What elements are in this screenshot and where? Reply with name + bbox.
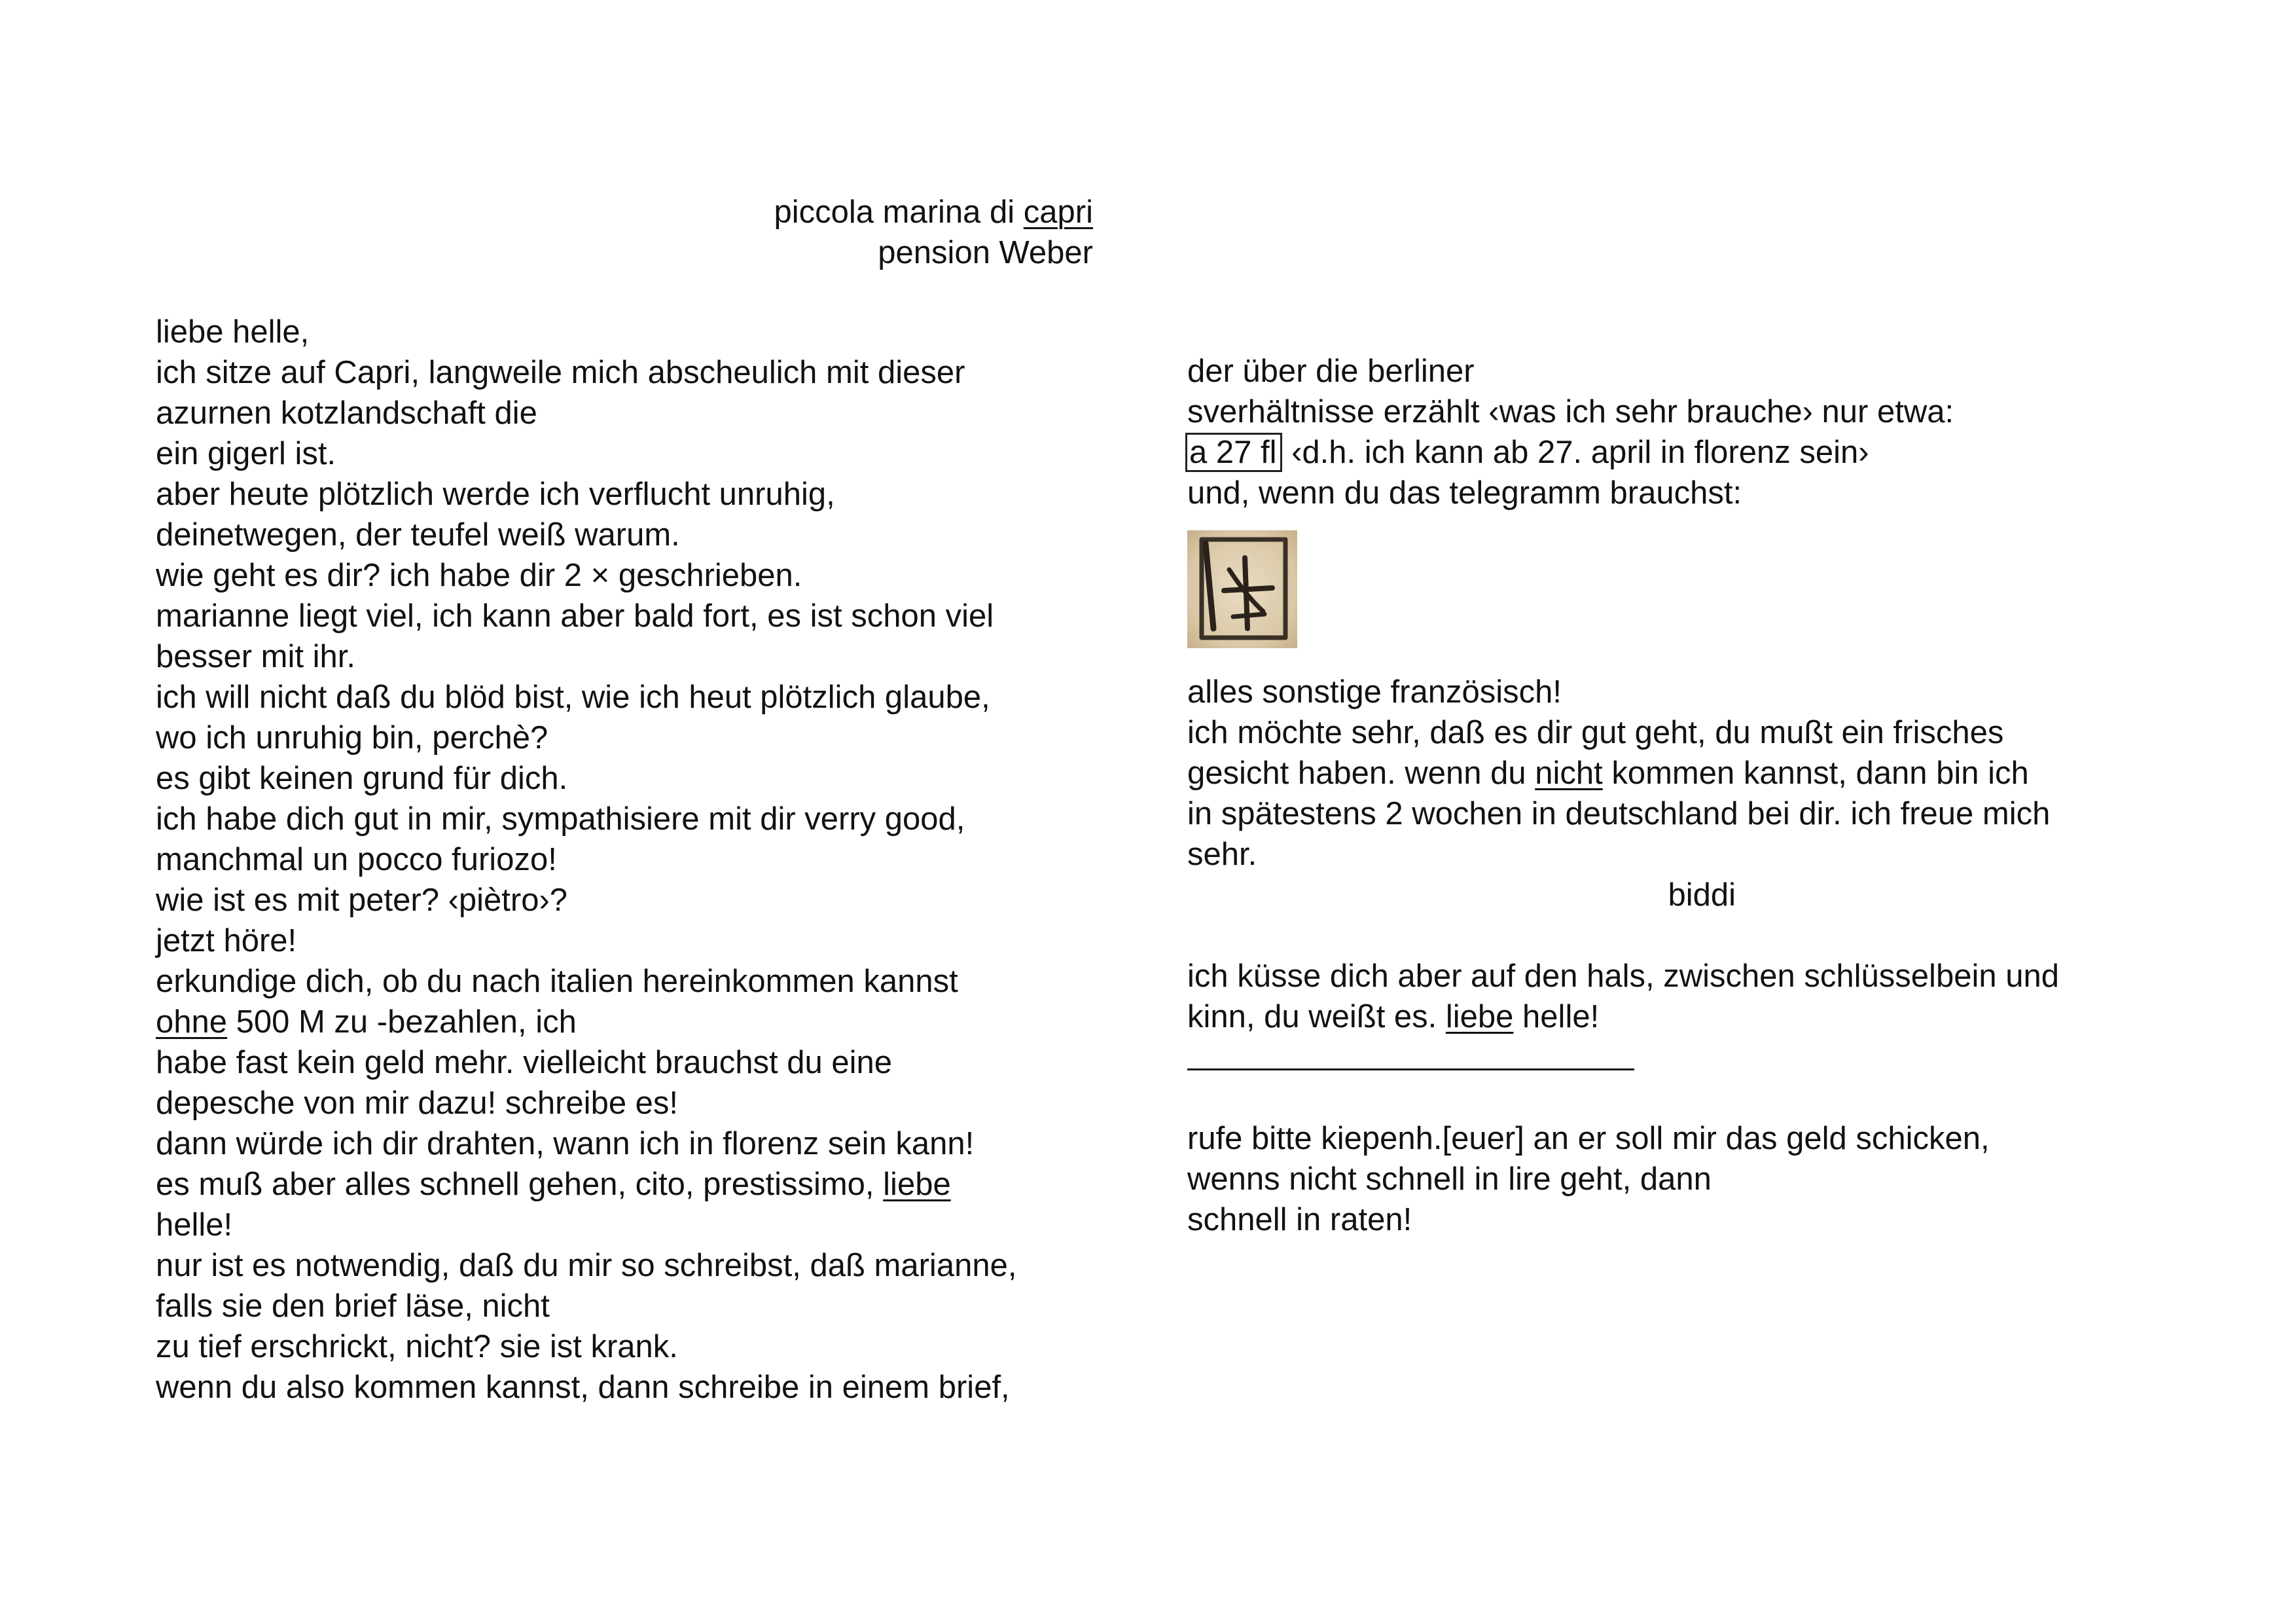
separator-rule	[1187, 1037, 2143, 1078]
glyph-image	[1187, 530, 1297, 648]
postscript-line-liebe: kinn, du weißt es. liebe helle!	[1187, 999, 1600, 1034]
text-line: falls sie den brief läse, nicht	[156, 1288, 550, 1324]
text-line: ich möchte sehr, daß es dir gut geht, du mußt ein frisches	[1187, 715, 2004, 750]
text-line: es gibt keinen grund für dich.	[156, 761, 568, 796]
signature: biddi	[1668, 877, 1736, 913]
text-line: dann würde ich dir drahten, wann ich in florenz sein kann!	[156, 1126, 975, 1161]
text-line: ich sitze auf Capri, langweile mich abscheulich mit dieser	[156, 355, 965, 390]
underlined-word: nicht	[1535, 756, 1603, 791]
postscript-line: schnell in raten!	[1187, 1202, 1412, 1237]
letter-header	[151, 192, 1093, 273]
underlined-word: ohne	[156, 1004, 228, 1040]
text-line: nur ist es notwendig, daß du mir so schreibst, daß marianne,	[156, 1248, 1017, 1283]
underlined-word: liebe	[1445, 999, 1514, 1034]
text-line: erkundige dich, ob du nach italien hereinkommen kannst	[156, 964, 958, 999]
header-pension-line: pension Weber	[878, 235, 1093, 270]
text-line: sehr.	[1187, 837, 1257, 872]
text-line: wenn du also kommen kannst, dann schreibe in einem brief,	[156, 1370, 1010, 1405]
text-line: azurnen kotzlandschaft die	[156, 395, 537, 431]
right-column	[1187, 351, 2143, 1240]
text-line: sverhältnisse erzählt ‹was ich sehr brauche› nur etwa:	[1187, 394, 1954, 429]
text-line: alles sonstige französisch!	[1187, 674, 1562, 710]
postscript-line: rufe bitte kiepenh.[euer] an er soll mir das geld schicken,	[1187, 1121, 1990, 1156]
text-line: wo ich unruhig bin, perchè?	[156, 720, 548, 756]
text-line: depesche von mir dazu! schreibe es!	[156, 1085, 679, 1121]
telegram-code-line: a 27 fl ‹d.h. ich kann ab 27. april in florenz sein›	[1187, 432, 2143, 473]
text-line: aber heute plötzlich werde ich verflucht unruhig,	[156, 477, 835, 512]
underlined-word: liebe	[883, 1167, 951, 1202]
boxed-telegram-code: a 27 fl	[1185, 433, 1282, 472]
text-line: zu tief erschrickt, nicht? sie ist krank.	[156, 1329, 678, 1364]
text-line: manchmal un pocco furiozo!	[156, 842, 557, 877]
left-column	[156, 312, 1105, 1408]
postscript-line: wenns nicht schnell in lire geht, dann	[1187, 1161, 1712, 1197]
handwritten-glyph-stamp-icon	[1187, 530, 1297, 648]
text-line: marianne liegt viel, ich kann aber bald fort, es ist schon viel	[156, 598, 994, 634]
text-line-nicht: gesicht haben. wenn du nicht kommen kannst, dann bin ich	[1187, 756, 2029, 791]
greeting: liebe helle,	[156, 314, 310, 350]
blank-line	[1187, 1078, 2143, 1118]
text-line: helle!	[156, 1207, 233, 1243]
text-line: und, wenn du das telegramm brauchst:	[1187, 475, 1742, 511]
postscript-line: ich küsse dich aber auf den hals, zwischen schlüsselbein und	[1187, 958, 2059, 994]
header-location-line: piccola marina di capri	[774, 194, 1093, 230]
text-line: wie ist es mit peter? ‹piètro›?	[156, 883, 568, 918]
text-line-ohne: ohne 500 M zu -bezahlen, ich	[156, 1004, 577, 1040]
header-location-underlined: capri	[1023, 194, 1093, 230]
text-line: deinetwegen, der teufel weiß warum.	[156, 517, 680, 553]
text-line: ein gigerl ist.	[156, 436, 336, 471]
text-line: ich will nicht daß du blöd bist, wie ich heut plötzlich glaube,	[156, 680, 990, 715]
text-line: jetzt höre!	[156, 923, 297, 958]
text-line: habe fast kein geld mehr. vielleicht brauchst du eine	[156, 1045, 892, 1080]
text-line-liebe: es muß aber alles schnell gehen, cito, prestissimo, liebe	[156, 1167, 951, 1202]
text-line: in spätestens 2 wochen in deutschland bei dir. ich freue mich	[1187, 796, 2051, 831]
blank-line	[1187, 915, 2143, 956]
text-line: der über die berliner	[1187, 354, 1475, 389]
text-line: wie geht es dir? ich habe dir 2 × geschrieben.	[156, 558, 802, 593]
text-line: besser mit ihr.	[156, 639, 355, 674]
text-line: ich habe dich gut in mir, sympathisiere mit dir verry good,	[156, 801, 965, 837]
